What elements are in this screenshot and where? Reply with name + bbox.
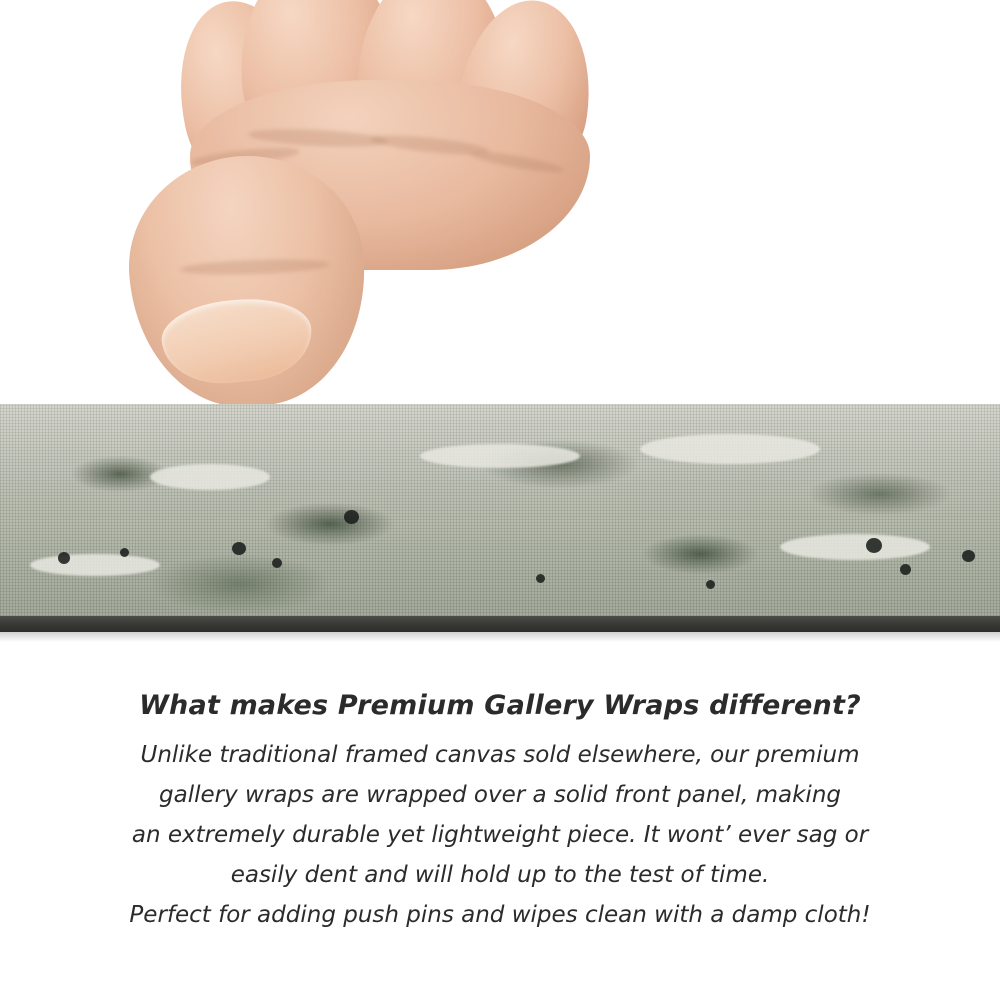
caption-line: gallery wraps are wrapped over a solid front panel, making: [159, 782, 841, 808]
caption-line: Unlike traditional framed canvas sold elsewhere, our premium: [140, 742, 860, 768]
canvas-speck: [232, 542, 246, 555]
canvas-speck: [962, 550, 975, 562]
canvas-speck: [536, 574, 545, 583]
caption-line: an extremely durable yet lightweight piece. It wont’ ever sag or: [131, 822, 869, 848]
caption-line: Perfect for adding push pins and wipes clean with a damp cloth!: [129, 902, 871, 928]
canvas-highlight: [420, 444, 580, 468]
canvas-side-edge: [0, 616, 1000, 632]
canvas-edge-strip: [0, 404, 1000, 632]
canvas-drop-shadow: [0, 632, 1000, 642]
canvas-speck: [344, 510, 359, 524]
canvas-speck: [120, 548, 129, 557]
canvas-highlight: [780, 534, 930, 560]
canvas-speck: [272, 558, 282, 568]
canvas-highlight: [640, 434, 820, 464]
caption-title: What makes Premium Gallery Wraps different?: [139, 690, 861, 721]
canvas-printed-surface: [0, 404, 1000, 616]
canvas-highlight: [30, 554, 160, 576]
caption-block: [0, 690, 1000, 935]
canvas-speck: [900, 564, 911, 575]
canvas-speck: [706, 580, 715, 589]
caption-line: easily dent and will hold up to the test of time.: [230, 862, 770, 888]
canvas-speck: [866, 538, 882, 553]
hand-illustration: [120, 0, 600, 430]
canvas-speck: [58, 552, 70, 564]
canvas-highlight: [150, 464, 270, 490]
